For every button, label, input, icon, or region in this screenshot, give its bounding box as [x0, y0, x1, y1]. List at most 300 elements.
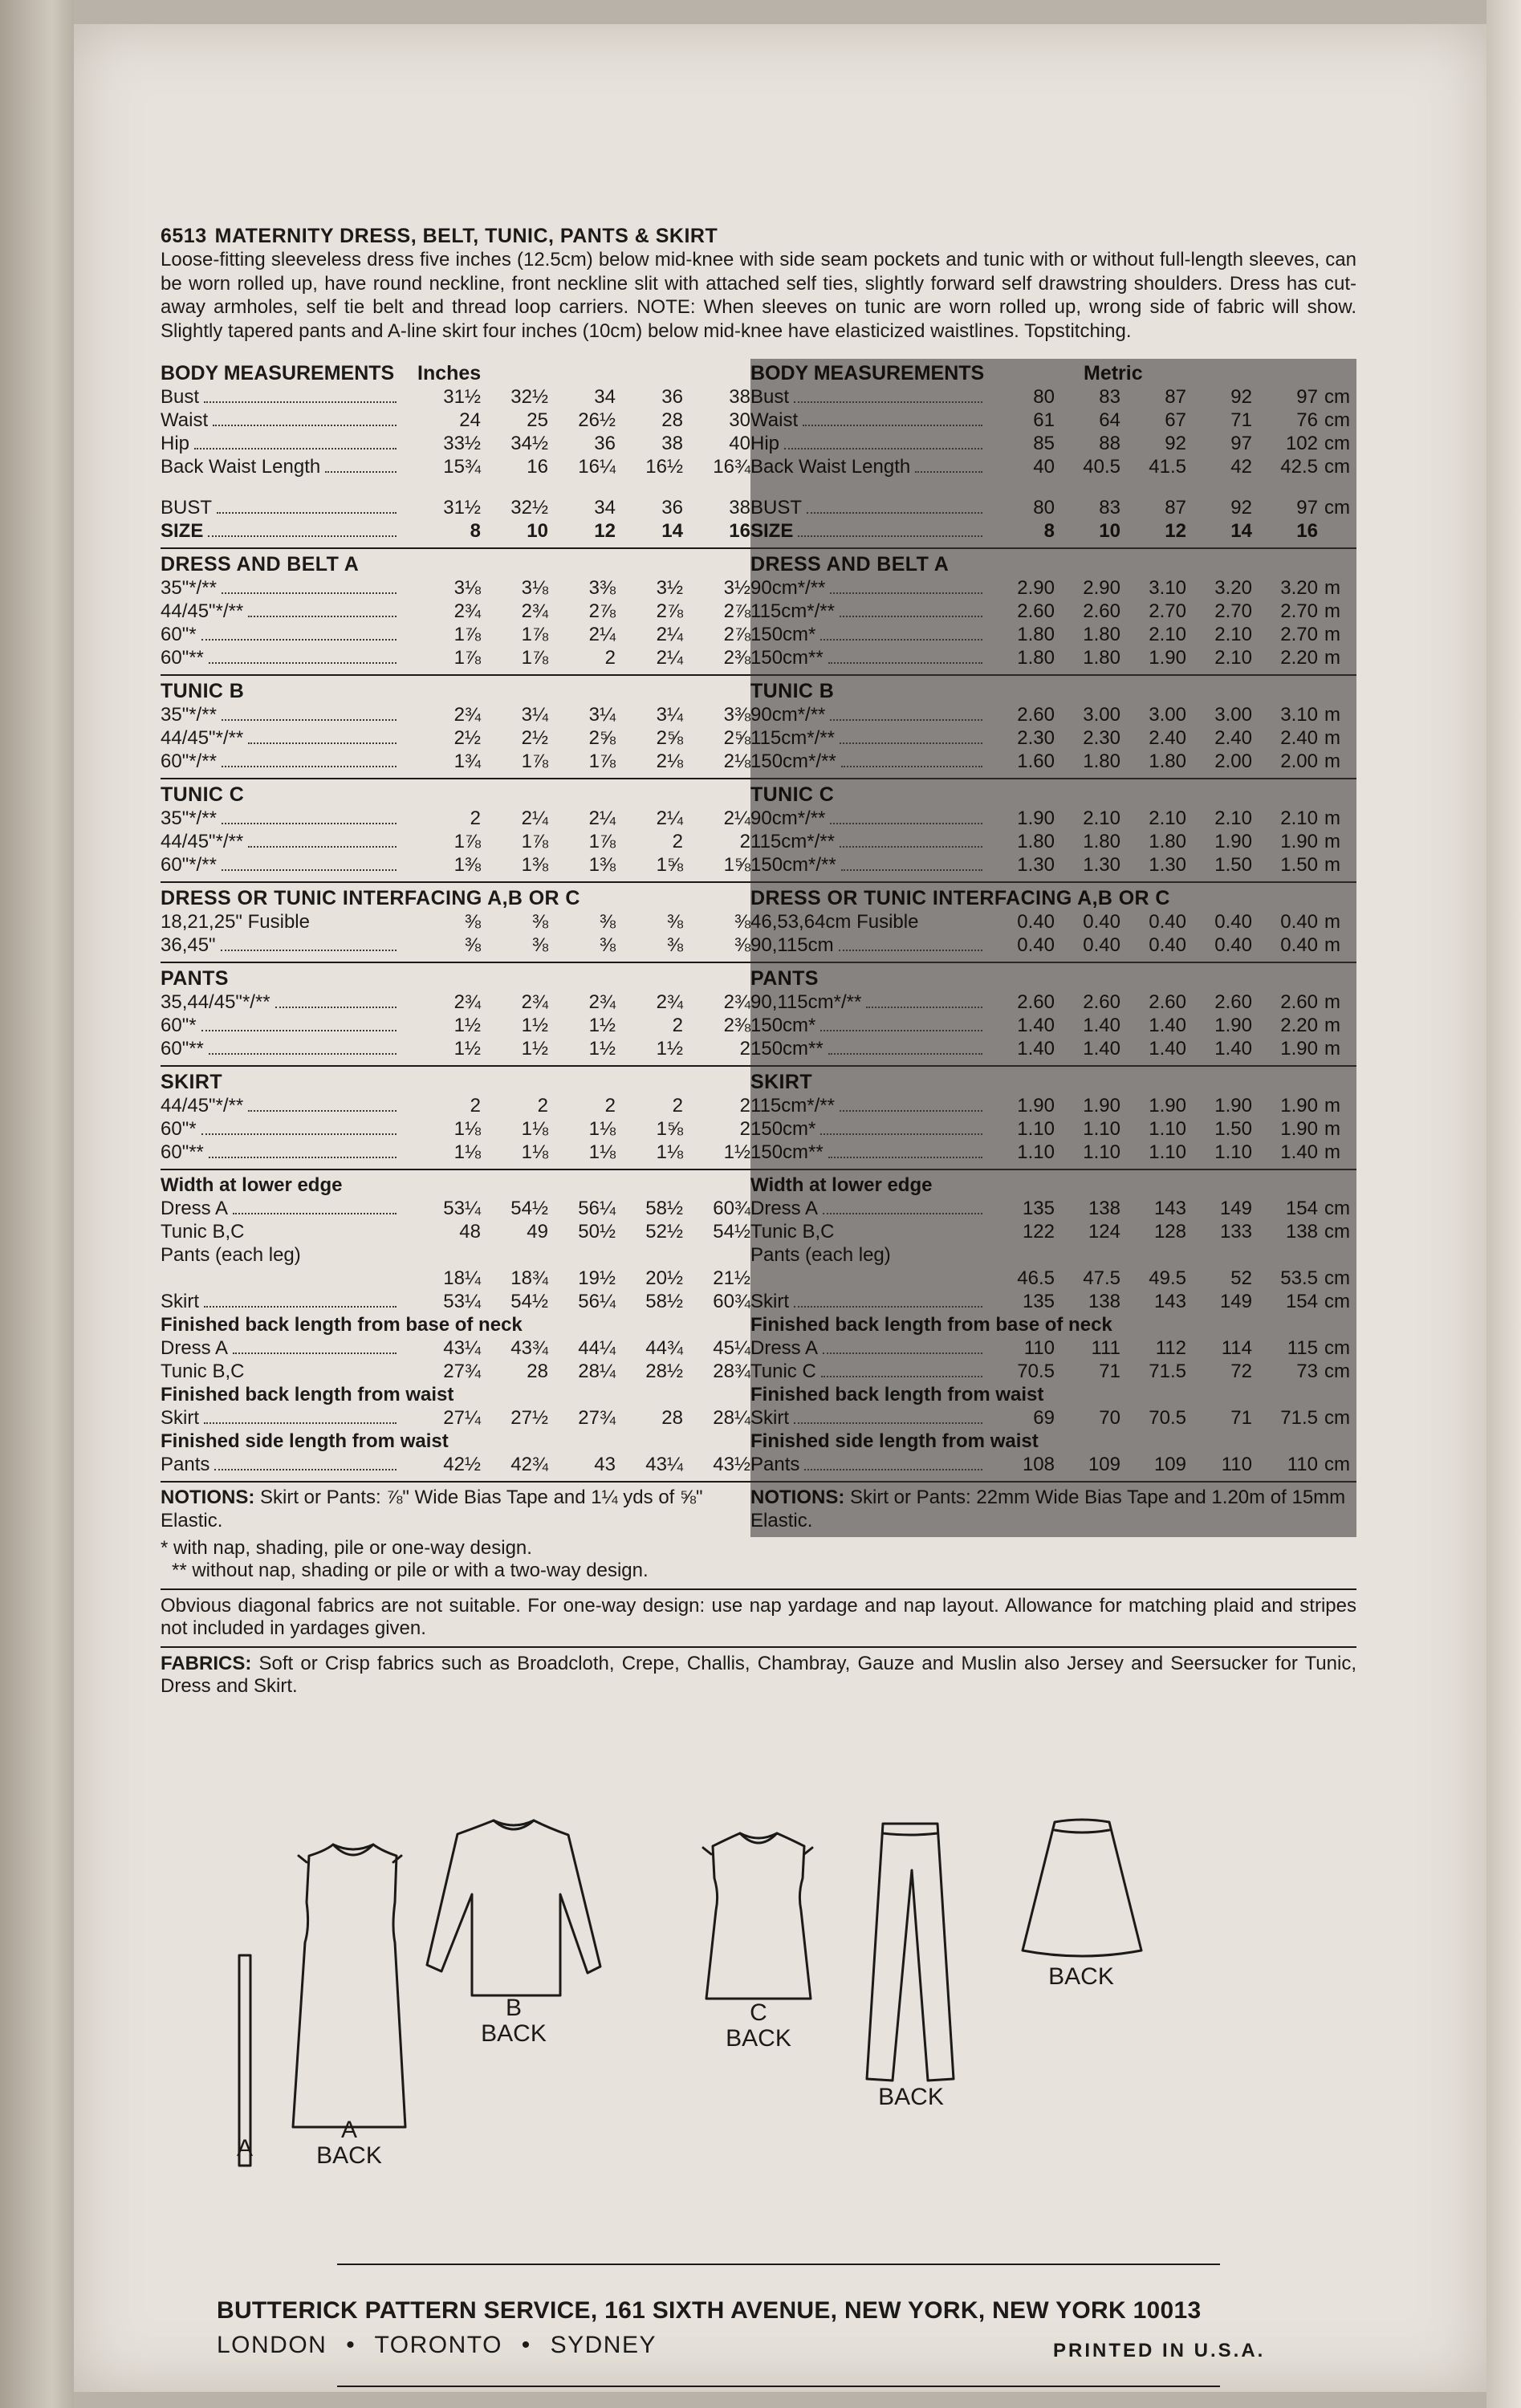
envelope-left-edge	[0, 0, 74, 2408]
table-row	[161, 1290, 750, 1313]
row-label: 115cm*/**	[750, 727, 835, 749]
value-cell: ⅜	[464, 934, 481, 956]
row-values	[987, 830, 1356, 853]
value-cell: 92	[1230, 386, 1252, 408]
leader-dots	[201, 639, 397, 641]
value-cell: 124	[1088, 1221, 1120, 1243]
value-cell: 28	[661, 1407, 683, 1429]
leader-dots	[840, 1110, 982, 1112]
leader-dots	[830, 592, 982, 594]
value-cell: 138	[1088, 1291, 1120, 1312]
value-cell: 27¾	[578, 1407, 616, 1429]
value-cell: 1.90	[1149, 1095, 1186, 1117]
value-cell: 58½	[645, 1291, 683, 1312]
row-label-cell	[750, 1290, 987, 1313]
value-cell: 2⅛	[723, 750, 750, 772]
value-cell: 1½	[656, 1038, 683, 1060]
value-cell: 143	[1153, 1198, 1186, 1219]
value-cell: 110	[1221, 1454, 1252, 1475]
value-cell: 2.70	[1214, 600, 1252, 622]
value-cell: 1½	[723, 1141, 750, 1163]
value-cell: 1⅜	[453, 854, 481, 876]
unit-cell: m	[1324, 831, 1340, 852]
table-row	[161, 726, 750, 750]
value-cell: 73	[1296, 1361, 1318, 1382]
row-label: 35"*/**	[161, 704, 217, 726]
value-cell: 1⅛	[588, 1118, 616, 1140]
value-cell: 2.60	[1017, 991, 1055, 1013]
value-cell: 149	[1219, 1198, 1252, 1219]
value-cell: 3.00	[1083, 704, 1120, 726]
leader-dots	[784, 448, 982, 449]
value-cell: 1½	[521, 1038, 548, 1060]
row-label: 115cm*/**	[750, 1095, 835, 1117]
footnotes	[161, 1537, 1356, 1582]
row-label: 35"*/**	[161, 577, 217, 599]
row-label: Skirt	[161, 1407, 199, 1429]
table-row	[750, 1197, 1356, 1220]
value-cell: 87	[1165, 497, 1186, 519]
value-cell: 32½	[510, 497, 548, 519]
value-cell: ⅜	[666, 934, 683, 956]
notions-section	[750, 1481, 1356, 1537]
header-label-cell	[161, 362, 401, 385]
value-cell: 1.40	[1280, 1141, 1318, 1163]
table-row	[750, 1290, 1356, 1313]
yardage-section	[161, 1065, 750, 1169]
value-cell: 3⅛	[521, 577, 548, 599]
value-cell: 1.40	[1214, 1038, 1252, 1060]
row-label-cell	[750, 576, 987, 600]
table-row	[161, 703, 750, 726]
row-values	[987, 409, 1356, 432]
leader-dots	[204, 1306, 397, 1308]
value-cell: 1.50	[1214, 854, 1252, 876]
row-label: Waist	[750, 409, 799, 431]
value-cell: 133	[1219, 1221, 1252, 1243]
table-row	[161, 853, 750, 877]
row-label-cell	[161, 623, 401, 646]
fabrics-text: Soft or Crisp fabrics such as Broadcloth, Crepe, Challis, Chambray, Gauze and Muslin also Jersey and Seersucker for Tunic, Dress and Skirt.	[161, 1653, 1356, 1697]
value-cell: 109	[1153, 1454, 1186, 1475]
table-row	[750, 600, 1356, 623]
row-label: Dress A	[161, 1337, 229, 1359]
value-cell: 48	[459, 1221, 481, 1243]
value-cell: 1⅞	[521, 647, 548, 669]
row-values	[987, 703, 1356, 726]
table-row	[750, 623, 1356, 646]
value-cell: 43½	[713, 1454, 750, 1475]
value-cell: 1.80	[1017, 647, 1055, 669]
value-cell: 1⅞	[521, 831, 548, 852]
value-cell: 28	[661, 409, 683, 431]
row-label-cell	[161, 496, 401, 519]
value-cell: 2¾	[521, 600, 548, 622]
value-cell: 1⅛	[453, 1141, 481, 1163]
leader-dots	[214, 1469, 397, 1470]
row-label: 35"*/**	[161, 807, 217, 829]
value-cell: 28¼	[713, 1407, 750, 1429]
notions-label: NOTIONS:	[161, 1487, 255, 1508]
value-cell: 0.40	[1214, 911, 1252, 933]
value-cell: 16	[1296, 520, 1318, 542]
value-cell: 49.5	[1149, 1267, 1186, 1289]
value-cell: 38	[729, 386, 750, 408]
row-values	[401, 1117, 750, 1141]
table-row	[161, 385, 750, 409]
value-cell: 14	[1230, 520, 1252, 542]
row-label-cell	[750, 1094, 987, 1117]
value-cell: 2¾	[723, 991, 750, 1013]
row-label-cell	[161, 1220, 401, 1243]
leader-dots	[823, 1213, 982, 1214]
table-row	[161, 807, 750, 830]
value-cell: 0.40	[1149, 911, 1186, 933]
value-cell: 1⅞	[588, 750, 616, 772]
value-cell: 2.40	[1280, 727, 1318, 749]
value-cell: 2.20	[1280, 1015, 1318, 1036]
row-label-cell	[750, 1360, 987, 1383]
value-cell: 1.90	[1280, 831, 1318, 852]
table-row	[750, 853, 1356, 877]
value-cell: 36	[661, 497, 683, 519]
value-cell: 0.40	[1280, 911, 1318, 933]
value-cell: 1.80	[1149, 750, 1186, 772]
value-cell: 1⅛	[453, 1118, 481, 1140]
leader-dots	[204, 1422, 397, 1424]
value-cell: 2⅛	[656, 750, 683, 772]
value-cell: 42	[1230, 456, 1252, 478]
value-cell: 1⅞	[453, 624, 481, 645]
diagonal-note: Obvious diagonal fabrics are not suitable. For one-way design: use nap yardage and nap layout. Allowance for matching plaid and stripes not included in yardages given.	[161, 1595, 1356, 1639]
row-values	[401, 1141, 750, 1164]
row-label: 60"**	[161, 1141, 204, 1163]
row-label: 90cm*/**	[750, 807, 826, 829]
row-label-cell	[161, 1336, 401, 1360]
value-cell: 16½	[645, 456, 683, 478]
table-row	[161, 1094, 750, 1117]
leader-dots	[248, 846, 397, 848]
row-label: 60"*	[161, 1118, 197, 1140]
row-values	[401, 1094, 750, 1117]
unit-cell: cm	[1324, 1454, 1350, 1475]
row-values	[401, 990, 750, 1014]
row-label: 90,115cm*/**	[750, 991, 862, 1013]
leader-dots	[915, 471, 982, 473]
yardage-section	[750, 1065, 1356, 1169]
table-row	[750, 934, 1356, 957]
value-cell: 2.70	[1280, 600, 1318, 622]
row-label: Bust	[161, 386, 200, 408]
finished-measurements-section	[161, 1169, 750, 1481]
value-cell: 110	[1287, 1454, 1318, 1475]
row-label: 35,44/45"*/**	[161, 991, 270, 1013]
value-cell: 18¾	[510, 1267, 548, 1289]
row-values	[401, 646, 750, 669]
value-cell: 0.40	[1280, 934, 1318, 956]
city-toronto: TORONTO	[374, 2332, 502, 2358]
table-row	[161, 1141, 750, 1164]
table-row	[750, 807, 1356, 830]
value-cell: 1.40	[1083, 1038, 1120, 1060]
row-values	[401, 409, 750, 432]
row-label-cell	[750, 496, 987, 519]
row-label: 150cm*	[750, 624, 816, 645]
value-cell: 1.80	[1083, 647, 1120, 669]
table-row	[161, 1360, 750, 1383]
value-cell: 2.40	[1149, 727, 1186, 749]
value-cell: 92	[1165, 433, 1186, 454]
row-label-cell	[161, 990, 401, 1014]
belt-drawing	[239, 1955, 250, 2166]
value-cell: 43¼	[645, 1454, 683, 1475]
value-cell: 32½	[510, 386, 548, 408]
row-values	[401, 703, 750, 726]
value-cell: 92	[1230, 497, 1252, 519]
unit-cell: m	[1324, 854, 1340, 876]
value-cell: 2.60	[1017, 704, 1055, 726]
leader-dots	[222, 823, 397, 824]
pants-each-leg-label: Pants (each leg)	[161, 1244, 301, 1266]
row-label-cell	[750, 385, 987, 409]
table-row	[161, 1406, 750, 1430]
row-label: 90cm*/**	[750, 704, 826, 726]
value-cell: 97	[1230, 433, 1252, 454]
row-values	[401, 1336, 750, 1360]
section-title: SKIRT	[161, 1071, 222, 1093]
section-title: PANTS	[161, 967, 229, 990]
value-cell: 3.20	[1280, 577, 1318, 599]
row-label: 36,45"	[161, 934, 216, 956]
value-cell: 2⅜	[723, 647, 750, 669]
value-cell: 43¼	[443, 1337, 481, 1359]
leader-dots	[201, 1133, 397, 1135]
value-cell: 3⅜	[588, 577, 616, 599]
garment-illustrations	[161, 1806, 1356, 2175]
row-values	[987, 1094, 1356, 1117]
value-cell: 34	[594, 497, 616, 519]
value-cell: 27¾	[443, 1361, 481, 1382]
value-cell: 40	[729, 433, 750, 454]
value-cell: 135	[1022, 1198, 1055, 1219]
row-label: 60"*/**	[161, 854, 217, 876]
value-cell: 60¾	[713, 1291, 750, 1312]
value-cell: 1.10	[1149, 1118, 1186, 1140]
row-label-cell	[161, 1141, 401, 1164]
table-row	[161, 409, 750, 432]
row-label-cell	[161, 1406, 401, 1430]
row-values	[401, 1037, 750, 1060]
table-row	[750, 455, 1356, 478]
value-cell: 36	[594, 433, 616, 454]
section-title: TUNIC B	[750, 680, 835, 702]
leader-dots	[794, 1306, 982, 1308]
value-cell: 1⅝	[656, 854, 683, 876]
value-cell: 1.80	[1083, 624, 1120, 645]
section-title: PANTS	[750, 967, 819, 990]
row-label-cell	[750, 1453, 987, 1476]
table-row	[161, 1197, 750, 1220]
value-cell: 97	[1296, 497, 1318, 519]
value-cell: 154	[1285, 1291, 1318, 1312]
finished-subtitle: Finished side length from waist	[161, 1430, 449, 1452]
row-label-cell	[750, 934, 987, 957]
value-cell: 1.90	[1280, 1095, 1318, 1117]
value-cell: 26½	[578, 409, 616, 431]
table-row	[161, 830, 750, 853]
unit-cell: m	[1324, 1038, 1340, 1060]
value-cell: 38	[729, 497, 750, 519]
row-label: 150cm*	[750, 1118, 816, 1140]
row-label: 150cm**	[750, 1141, 824, 1163]
value-cell: 2.40	[1214, 727, 1252, 749]
value-cell: 60¾	[713, 1198, 750, 1219]
row-values	[987, 496, 1356, 519]
row-label-cell	[161, 830, 401, 853]
row-label-cell	[750, 519, 987, 543]
value-cell: 1¾	[453, 750, 481, 772]
value-cell: 53.5	[1280, 1267, 1318, 1289]
value-cell: 2¾	[521, 991, 548, 1013]
row-label-cell	[750, 1014, 987, 1037]
value-cell: 128	[1153, 1221, 1186, 1243]
table-row	[161, 646, 750, 669]
unit-cell: m	[1324, 647, 1340, 669]
spacer	[750, 478, 1356, 496]
row-label-cell	[750, 1336, 987, 1360]
row-label: 60"*/**	[161, 750, 217, 772]
value-cell: 27¼	[443, 1407, 481, 1429]
body-measurements-title: BODY MEASUREMENTS	[750, 362, 985, 384]
value-cell: 30	[729, 409, 750, 431]
value-cell: 2¼	[723, 807, 750, 829]
value-cell: 2¼	[656, 624, 683, 645]
row-values	[987, 1117, 1356, 1141]
finished-subtitle: Finished back length from base of neck	[750, 1314, 1112, 1336]
value-cell: 80	[1033, 497, 1055, 519]
value-cell: 1.60	[1017, 750, 1055, 772]
row-label-cell	[750, 1220, 987, 1243]
row-label-cell	[161, 455, 401, 478]
row-values	[401, 1290, 750, 1313]
value-cell: 36	[661, 386, 683, 408]
table-row	[750, 646, 1356, 669]
value-cell: 2	[739, 1118, 750, 1140]
row-values	[987, 576, 1356, 600]
value-cell: 2.30	[1017, 727, 1055, 749]
table-row	[750, 1220, 1356, 1243]
value-cell: 1.10	[1017, 1141, 1055, 1163]
tunic-c-back-label: BACK	[726, 2025, 791, 2052]
table-row	[161, 990, 750, 1014]
row-label: BUST	[161, 497, 213, 519]
row-label: Back Waist Length	[161, 456, 321, 478]
row-values	[401, 1197, 750, 1220]
unit-cell: m	[1324, 911, 1340, 933]
pattern-title: MATERNITY DRESS, BELT, TUNIC, PANTS & SKIRT	[214, 225, 718, 247]
value-cell: 28¼	[578, 1361, 616, 1382]
row-label-cell	[750, 830, 987, 853]
row-label-cell	[750, 807, 987, 830]
table-row	[750, 1336, 1356, 1360]
value-cell: 2¼	[656, 647, 683, 669]
value-cell: 1.50	[1280, 854, 1318, 876]
value-cell: ⅜	[734, 911, 750, 933]
value-cell: 31½	[443, 497, 481, 519]
value-cell: 33½	[443, 433, 481, 454]
value-cell: 47.5	[1083, 1267, 1120, 1289]
row-values	[987, 1037, 1356, 1060]
row-values	[401, 519, 750, 543]
divider	[161, 1588, 1356, 1590]
finished-subtitle: Width at lower edge	[161, 1174, 343, 1196]
value-cell: 2⅜	[723, 1015, 750, 1036]
value-cell: 54½	[510, 1198, 548, 1219]
table-row	[161, 1267, 750, 1290]
value-cell: 3½	[656, 577, 683, 599]
body-measurements-title: BODY MEASUREMENTS	[161, 362, 395, 384]
value-cell: 2¾	[656, 991, 683, 1013]
value-cell: 1.80	[1083, 750, 1120, 772]
value-cell: 38	[661, 433, 683, 454]
value-cell: 2.10	[1214, 807, 1252, 829]
table-row	[750, 1014, 1356, 1037]
value-cell: 53¼	[443, 1198, 481, 1219]
value-cell: 71	[1099, 1361, 1120, 1382]
fabrics-paragraph	[161, 1653, 1356, 1698]
value-cell: 2¼	[521, 807, 548, 829]
value-cell: 2.20	[1280, 647, 1318, 669]
row-label-cell	[750, 1197, 987, 1220]
row-values	[987, 1267, 1356, 1290]
row-values	[987, 623, 1356, 646]
row-label-cell	[161, 646, 401, 669]
row-values	[401, 934, 750, 957]
value-cell: 110	[1023, 1337, 1055, 1359]
value-cell: 1⅞	[588, 831, 616, 852]
tunic-c-label	[714, 2000, 803, 2052]
value-cell: 2.60	[1083, 600, 1120, 622]
row-label-cell	[161, 1117, 401, 1141]
value-cell: 2	[470, 1095, 481, 1117]
finished-subtitle: Finished back length from base of neck	[161, 1314, 523, 1336]
row-label-cell	[161, 853, 401, 877]
yardage-section	[161, 881, 750, 962]
section-title: DRESS OR TUNIC INTERFACING A,B OR C	[750, 887, 1170, 909]
unit-cell: m	[1324, 807, 1340, 829]
value-cell: 2⅞	[723, 600, 750, 622]
value-cell: 52½	[645, 1221, 683, 1243]
row-label-cell	[161, 703, 401, 726]
row-label: 46,53,64cm Fusible	[750, 911, 919, 933]
row-values	[401, 496, 750, 519]
table-row	[161, 1117, 750, 1141]
value-cell: 42½	[443, 1454, 481, 1475]
row-values	[987, 455, 1356, 478]
value-cell: 3.10	[1280, 704, 1318, 726]
city-separator: •	[346, 2332, 356, 2358]
row-values	[987, 600, 1356, 623]
leader-dots	[866, 1007, 982, 1008]
leader-dots	[821, 1376, 982, 1377]
row-values	[401, 600, 750, 623]
row-values	[401, 1453, 750, 1476]
metric-table	[750, 359, 1356, 1537]
value-cell: 34½	[510, 433, 548, 454]
leader-dots	[275, 1007, 397, 1008]
value-cell: 1.10	[1149, 1141, 1186, 1163]
value-cell: 2⅝	[588, 727, 616, 749]
